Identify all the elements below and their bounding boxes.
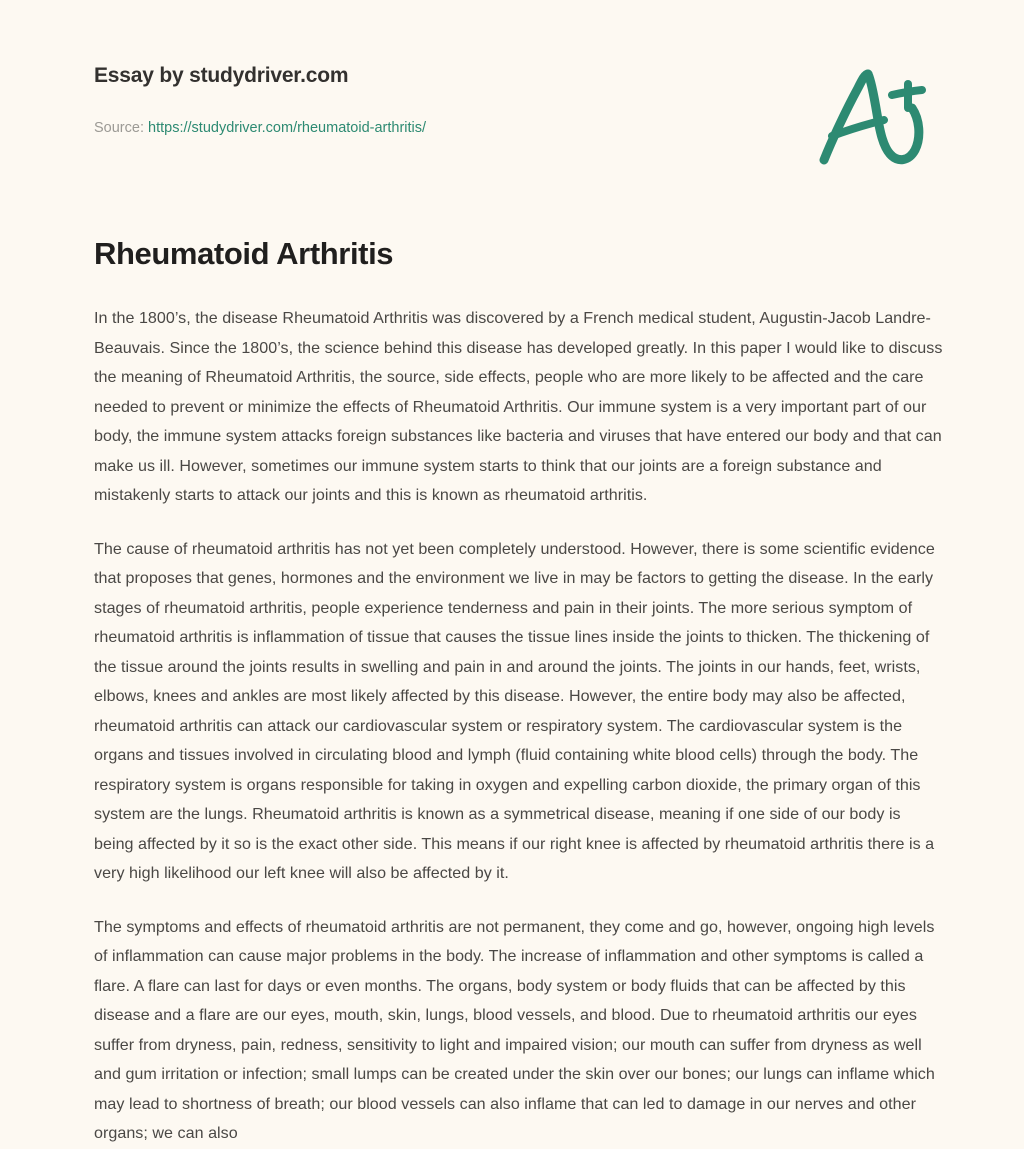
paragraph-3: The symptoms and effects of rheumatoid arthritis are not permanent, they come and go, however, ongoing high levels of inflammation can cause major problems in the body. The increase of inflammation and other symptoms is called a flare. A flare can last for days or even months. The organs, body system or body fluids that can be affected by this disease and a flare are our eyes, mouth, skin, lungs, blood vessels, and blood. Due to rheumatoid arthritis our eyes suffer from dryness, pain, redness, sensitivity to light and impaired vision; our mouth can suffer from dryness as well and gum irritation or infection; small lumps can be created under the skin over our bones; our lungs can inflame which may lead to shortness of breath; our blood vessels can also inflame that can led to damage in our nerves and other organs; we can also	[94, 917, 935, 1142]
page-title: Rheumatoid Arthritis	[94, 236, 394, 271]
article	[94, 234, 944, 1149]
a-plus-logo-icon	[808, 62, 936, 172]
source-url-link[interactable]: https://studydriver.com/rheumatoid-arthritis/	[148, 120, 427, 136]
byline: Essay by studydriver.com	[94, 64, 349, 87]
source-line	[94, 120, 426, 136]
source-label: Source:	[94, 120, 144, 136]
article-body	[94, 304, 944, 1149]
paragraph-2: The cause of rheumatoid arthritis has not yet been completely understood. However, there is some scientific evidence that proposes that genes, hormones and the environment we live in may be factors to getting the disease. In the early stages of rheumatoid arthritis, people experience tenderness and pain in their joints. The more serious symptom of rheumatoid arthritis is inflammation of tissue that causes the tissue lines inside the joints to thicken. The thickening of the tissue around the joints results in swelling and pain in and around the joints. The joints in our hands, feet, wrists, elbows, knees and ankles are most likely affected by this disease. However, the entire body may also be affected, rheumatoid arthritis can attack our cardiovascular system or respiratory system. The cardiovascular system is the organs and tissues involved in circulating blood and lymph (fluid containing white blood cells) through the body. The respiratory system is organs responsible for taking in oxygen and expelling carbon dioxide, the primary organ of this system are the lungs. Rheumatoid arthritis is known as a symmetrical disease, meaning if one side of our body is being affected by it so is the exact other side. This means if our right knee is affected by rheumatoid arthritis there is a very high likelihood our left knee will also be affected by it.	[94, 539, 935, 882]
page-header	[0, 0, 1024, 200]
paragraph-1: In the 1800’s, the disease Rheumatoid Arthritis was discovered by a French medical student, Augustin-Jacob Landre-Beauvais. Since the 1800’s, the science behind this disease has developed greatly. In this paper I would like to discuss the meaning of Rheumatoid Arthritis, the source, side effects, people who are more likely to be affected and the care needed to prevent or minimize the effects of Rheumatoid Arthritis. Our immune system is a very important part of our body, the immune system attacks foreign substances like bacteria and viruses that have entered our body and that can make us ill. However, sometimes our immune system starts to think that our joints are a foreign substance and mistakenly starts to attack our joints and this is known as rheumatoid arthritis.	[94, 309, 943, 504]
